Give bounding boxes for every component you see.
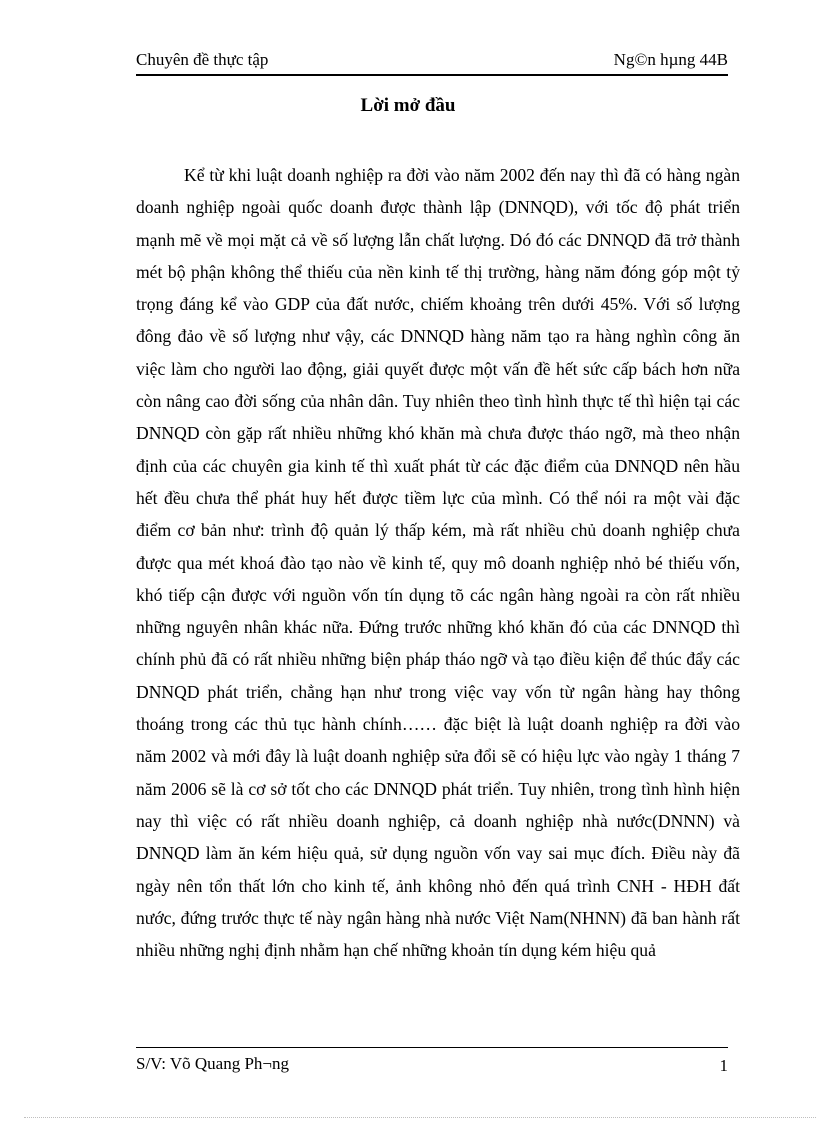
page-footer [136,1047,728,1078]
header-left-text: Chuyên đề thực tập [136,50,269,69]
page-number: 1 [719,1056,728,1075]
footer-author: S/V: Võ Quang Ph¬ng [136,1054,289,1073]
body-paragraph: Kể từ khi luật doanh nghiệp ra đời vào năm 2002 đến nay thì đã có hàng ngàn doanh nghiệp ngoài quốc doanh được thành lập (DNNQD), với tốc độ phát triển mạnh mẽ về mọi mặt cả về số lượng lẫn chất lượng. Dó đó các DNNQD đã trở thành mét bộ phận không thể thiếu của nền kinh tế thị trường, hàng năm đóng góp một tỷ trọng đáng kể vào GDP của đất nước, chiếm khoảng trên dưới 45%. Với số lượng đông đảo về số lượng như vậy, các DNNQD hàng năm tạo ra hàng nghìn công ăn việc làm cho người lao động, giải quyết được một vấn đề hết sức cấp bách hơn nữa còn nâng cao đời sống của nhân dân. Tuy nhiên theo tình hình thực tế thì hiện tại các DNNQD còn gặp rất nhiều những khó khăn mà chưa được tháo ngỡ, mà theo nhận định của các chuyên gia kinh tế thì xuất phát từ các đặc điểm của DNNQD nên hầu hết đều chưa thể phát huy hết được tiềm lực của mình. Có thể nói ra một vài đặc điểm cơ bản như: trình độ quản lý thấp kém, mà rất nhiều chủ doanh nghiệp chưa được qua mét khoá đào tạo nào về kinh tế, quy mô doanh nghiệp nhỏ bé thiếu vốn, khó tiếp cận được với nguồn vốn tín dụng tõ các ngân hàng ngoài ra còn rất nhiều những nguyên nhân khác nữa. Đứng trước những khó khăn đó của các DNNQD thì chính phủ đã có rất nhiều những biện pháp tháo ngỡ và tạo điều kiện để thúc đẩy các DNNQD phát triển, chẳng hạn như trong việc vay vốn từ ngân hàng hay thông thoáng trong các thủ tục hành chính…… đặc biệt là luật doanh nghiệp ra đời vào năm 2002 và mới đây là luật doanh nghiệp sửa đổi sẽ có hiệu lực vào ngày 1 tháng 7 năm 2006 sẽ là cơ sở tốt cho các DNNQD phát triển. Tuy nhiên, trong tình hình hiện nay thì việc có rất nhiều doanh nghiệp, cả doanh nghiệp nhà nước(DNNN) và DNNQD làm ăn kém hiệu quả, sử dụng nguồn vốn vay sai mục đích. Điều này đã ngày nên tổn thất lớn cho kinh tế, ảnh không nhỏ đến quá trình CNH - HĐH đất nước, đứng trước thực tế này ngân hàng nhà nước Việt Nam(NHNN) đã ban hành rất nhiều những nghị định nhằm hạn chế những khoản tín dụng kém hiệu quả [136,165,740,961]
page-bottom-edge [24,1117,816,1118]
page-header [136,48,728,76]
page-title: Lời mở đầu [360,95,456,116]
header-right-text: Ng©n hµng 44B [613,50,728,69]
